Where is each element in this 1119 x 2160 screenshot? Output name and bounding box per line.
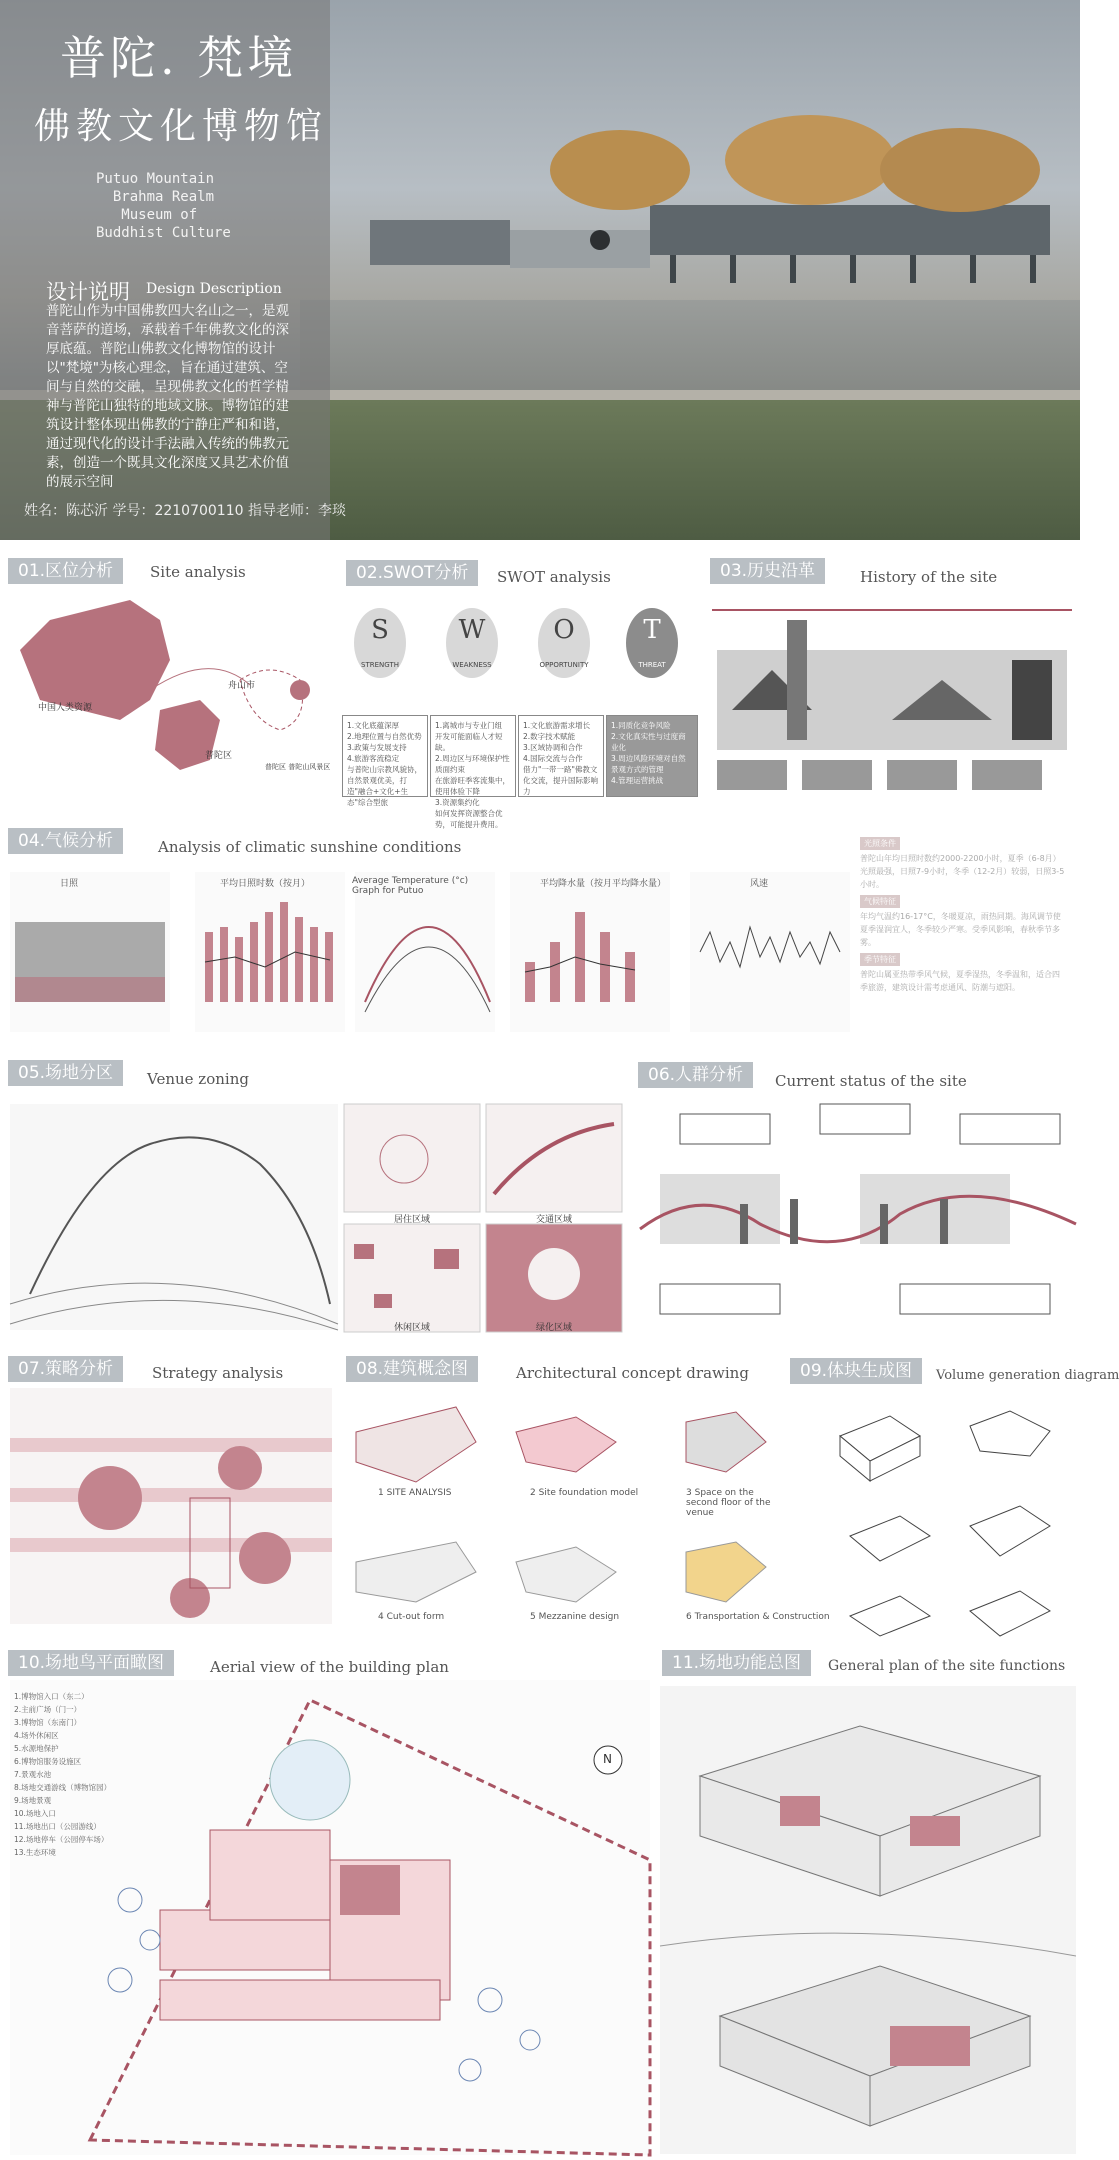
section-tag-02: 02.SWOT分析 [346,560,478,586]
hero-rendering [0,0,1080,540]
swot-circle-w: W WEAKNESS [446,608,498,678]
zone-label-green: 绿化区域 [536,1323,573,1333]
section-title-10: Aerial view of the building plan [210,1658,449,1676]
climate-chart-title-3: Average Temperature (°c) Graph for Putuo [352,876,469,896]
tree-canopy [560,110,1040,220]
swot-box-opportunity: 1.文化旅游需求增长 2.数字技术赋能 3.区域协调和合作 4.国际交流与合作 借力"一带一路"佛教文化交流，提升国际影响力 [518,715,604,797]
swot-box-weakness: 1.离城市与专业门组 开发可能面临人才短缺。 2.周边区与环境保护性质面约束 在旅游旺季客流集中，使用体验下降 3.资源集约化 如何发挥资源整合优势，可能提升费用。 [430,715,516,797]
section-title-11: General plan of the site functions [828,1658,1066,1674]
climate-chart-title-2: 平均日照时数（按月） [220,879,311,889]
map-label-putuo: 普陀区 [205,751,233,761]
climate-head-1: 光照条件 [860,837,900,850]
concept-step-5: 5 Mezzanine design [530,1612,620,1622]
concept-step-6: 6 Transportation & Construction [686,1612,830,1622]
map-label-china: 中国人类资源 [38,703,93,713]
climate-charts [10,872,850,1032]
climate-chart-title-4: 平均降水量（按月平均降水量） [540,879,667,889]
climate-description [860,833,1065,994]
map-label-scenic: 普陀区 普陀山风景区 [265,763,331,771]
climate-text-3: 普陀山属亚热带季风气候，夏季湿热，冬季温和，适合四季旅游，建筑设计需考虑通风、防潮与遮阳。 [860,970,1060,992]
concept-step-3: 3 Space on the second floor of the venue [686,1488,771,1518]
swot-circle-o: O OPPORTUNITY [538,608,590,678]
poster-english-title: Putuo Mountain Brahma Realm Museum of Buddhist Culture [96,171,231,241]
site-location-map [10,590,330,780]
section-tag-07: 07.策略分析 [8,1356,123,1382]
climate-chart-title-1: 日照 [60,879,79,889]
section-title-07: Strategy analysis [152,1364,284,1382]
section-title-05: Venue zoning [147,1070,249,1088]
crowd-analysis-diagram [640,1104,1076,1320]
zoning-diagrams [344,1104,622,1332]
design-description-heading: 设计说明 [46,280,130,304]
section-tag-06: 06.人群分析 [638,1062,753,1088]
section-title-06: Current status of the site [775,1072,967,1090]
author-line: 姓名：陈芯沂 学号：2210700110 指导老师：李琰 [24,503,346,519]
section-tag-03: 03.历史沿革 [710,558,825,584]
swot-circle-t: T THREAT [626,608,678,678]
section-title-09: Volume generation diagram [936,1368,1119,1383]
climate-text-1: 普陀山年均日照时数约2000-2200小时，夏季（6-8月）光照最强，日照7-9小时，冬季（12-2月）较弱，日照3-5小时。 [860,854,1065,889]
section-title-02: SWOT analysis [497,568,611,586]
concept-step-2: 2 Site foundation model [530,1488,639,1498]
poster-subtitle: 佛教文化博物馆 [34,106,329,147]
volume-generation-diagram [830,1396,1070,1636]
design-description-heading-en: Design Description [146,281,282,297]
concept-step-1: 1 SITE ANALYSIS [378,1488,452,1498]
climate-head-3: 季节特征 [860,953,900,966]
section-tag-05: 05.场地分区 [8,1060,123,1086]
section-tag-04: 04.气候分析 [8,828,123,854]
section-title-08: Architectural concept drawing [516,1364,749,1382]
venue-zoning-plan [10,1104,338,1330]
section-tag-09: 09.体块生成图 [790,1358,922,1384]
section-title-03: History of the site [860,568,998,586]
section-tag-01: 01.区位分析 [8,558,123,584]
map-label-zhoushan: 舟山市 [228,681,256,691]
history-timeline [712,600,1072,795]
swot-box-strength: 1.文化底蕴深厚 2.地理位置与自然优势 3.政策与发展支持 4.旅游客流稳定 与普陀山宗教风貌协，自然景观优美，打造"融合+文化+生态"综合型旅 [342,715,428,797]
concept-step-4: 4 Cut-out form [378,1612,445,1622]
section-title-01: Site analysis [150,563,246,581]
concept-drawings [346,1402,782,1634]
swot-circle-s: S STRENGTH [354,608,406,678]
climate-chart-title-5: 风速 [750,879,769,889]
zone-label-leisure: 休闲区域 [394,1323,431,1333]
design-description-body: 普陀山作为中国佛教四大名山之一，是观音菩萨的道场，承载着千年佛教文化的深厚底蕴。普陀山佛教文化博物馆的设计以"梵境"为核心理念，旨在通过建筑、空间与自然的交融，呈现佛教文化的哲学精神与普陀山独特的地域文脉。博物馆的建筑设计整体现出佛教的宁静庄严和和谐，通过现代化的设计手法融入传统的佛教元素，创造一个既具文化深度又具艺术价值的展示空间 [46,303,289,490]
compass-north: N [603,1752,612,1766]
zone-label-living: 居住区域 [394,1215,431,1225]
zone-label-traffic: 交通区域 [536,1215,573,1225]
section-tag-11: 11.场地功能总图 [662,1650,811,1676]
swot-box-threat: 1.同质化竞争风险 2.文化真实性与过度商业化 3.周边风险环境对自然景观方式的管理 4.管理运营挑战 [606,715,698,797]
section-tag-10: 10.场地鸟平面瞰图 [8,1650,174,1676]
strategy-diagram [10,1388,332,1624]
section-title-04: Analysis of climatic sunshine conditions [158,838,462,856]
climate-text-2: 年均气温约16-17°C，冬暖夏凉，雨热同期。海风调节使夏季湿润宜人，冬季较少严寒。受季风影响，春秋季节多雾。 [860,912,1061,947]
poster-title: 普陀. 梵境 [60,31,298,85]
climate-head-2: 气候特征 [860,895,900,908]
section-tag-08: 08.建筑概念图 [346,1356,478,1382]
site-function-axonometric [660,1686,1076,2154]
plan-legend: 1.博物馆入口（东二） 2.主前广场（门一） 3.博物馆（东南门） 4.场外休闲区 5.水源地保护 6.博物馆服务设施区 7.景观水池 8.场地交通游线（博物馆园） 9.场地景观 10.场地入口 11.场地出口（公园游线） 12.场地停车（公园停车场） 13.生态环境 [14,1692,112,1857]
